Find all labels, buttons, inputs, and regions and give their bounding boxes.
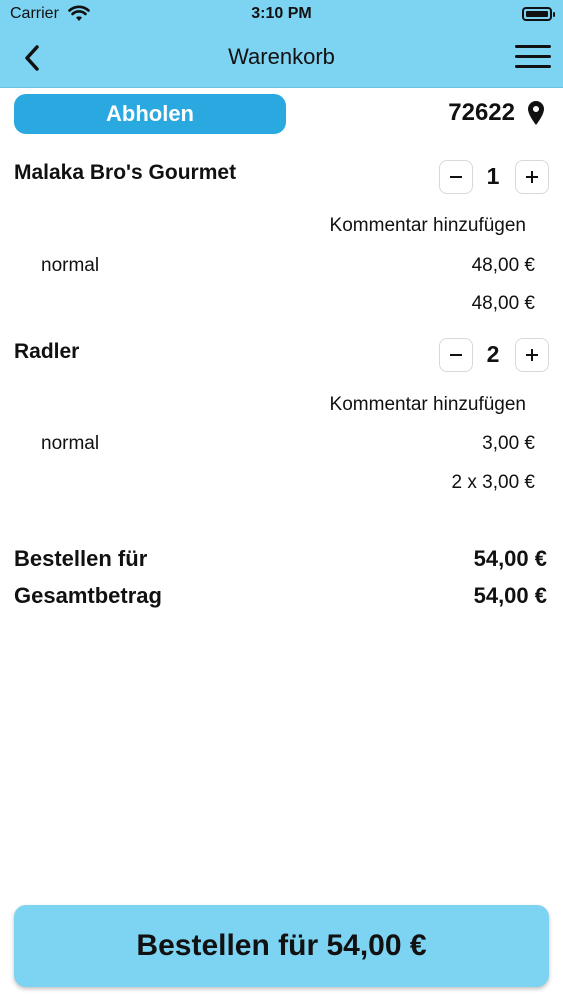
cart-item-name: Radler — [14, 340, 80, 363]
zip-code[interactable]: 72622 — [448, 99, 515, 126]
quantity-value: 2 — [486, 341, 500, 367]
status-bar — [0, 0, 563, 28]
location-pin-icon[interactable] — [526, 100, 546, 126]
item-variant: normal — [41, 433, 100, 454]
item-variant: normal — [41, 255, 100, 276]
variant-price: 3,00 € — [482, 433, 535, 454]
minus-icon — [448, 347, 464, 363]
total-label: Gesamtbetrag — [14, 583, 162, 608]
line-total: 48,00 € — [471, 293, 535, 314]
status-time: 3:10 PM — [251, 5, 312, 22]
plus-icon — [524, 347, 540, 363]
nav-bar — [0, 28, 563, 88]
decrease-quantity-button[interactable] — [439, 160, 473, 194]
menu-button[interactable] — [512, 42, 552, 72]
decrease-quantity-button[interactable] — [439, 338, 473, 372]
increase-quantity-button[interactable] — [515, 338, 549, 372]
plus-icon — [524, 169, 540, 185]
page-title: Warenkorb — [228, 44, 335, 69]
battery-icon — [522, 7, 552, 21]
hamburger-menu-icon — [515, 45, 551, 48]
line-total: 2 x 3,00 € — [451, 472, 535, 493]
quantity-value: 1 — [486, 163, 500, 189]
order-for-label: Bestellen für — [14, 546, 148, 571]
order-for-value: 54,00 € — [473, 546, 547, 571]
increase-quantity-button[interactable] — [515, 160, 549, 194]
variant-price: 48,00 € — [471, 255, 535, 276]
cart-item-name: Malaka Bro's Gourmet — [14, 161, 237, 184]
minus-icon — [448, 169, 464, 185]
carrier-label: Carrier — [10, 5, 59, 22]
total-value: 54,00 € — [473, 583, 547, 608]
pickup-button[interactable]: Abholen — [14, 94, 286, 134]
add-comment-link[interactable]: Kommentar hinzufügen — [329, 215, 526, 236]
checkout-button[interactable]: Bestellen für 54,00 € — [14, 905, 549, 987]
add-comment-link[interactable]: Kommentar hinzufügen — [329, 394, 526, 415]
